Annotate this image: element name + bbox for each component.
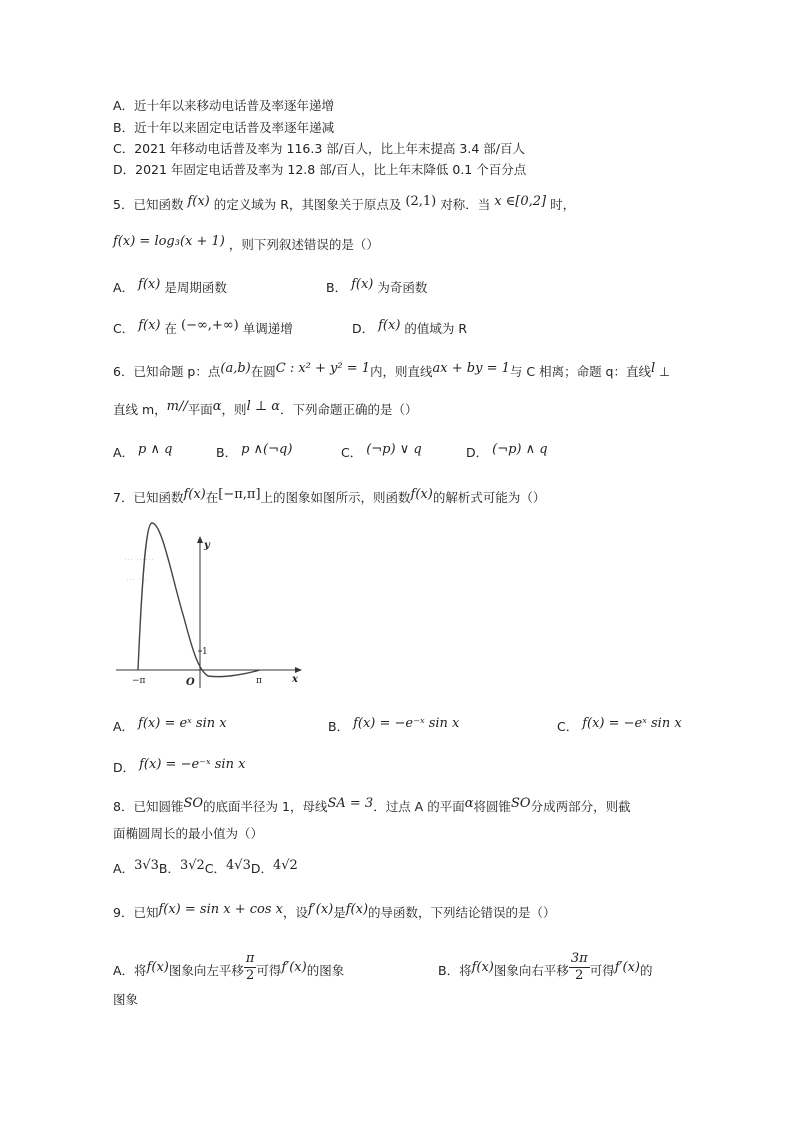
q9-f: f(x) <box>345 902 369 917</box>
q5-point: (2,1) <box>405 194 437 209</box>
q9-f: f(x) <box>471 960 494 975</box>
q4-option-b: B．近十年以来固定电话普及率逐年递减 <box>113 120 335 135</box>
option-label: B．将 <box>438 963 472 978</box>
one-label: 1 <box>202 647 208 657</box>
fraction-numerator: 3π <box>570 951 588 966</box>
option-label: C． <box>341 445 363 460</box>
q5-stem-text: 对称．当 <box>440 197 491 212</box>
q8-sa: SA = 3 <box>327 796 374 811</box>
q5-f: f(x) <box>138 318 161 333</box>
q5-stem-text: 时， <box>550 197 576 212</box>
q6-circle: C : x² + y² = 1 <box>275 361 371 376</box>
option-text: 图象向左平移 <box>168 963 244 978</box>
q8-stem-2: 面椭圆周长的最小值为（） <box>113 826 264 841</box>
pi-label: π <box>256 676 262 686</box>
q6-stem <box>113 362 670 383</box>
q5-option-c <box>113 319 293 340</box>
q5-option-b <box>326 278 427 299</box>
q6-l: l <box>650 361 656 376</box>
q5-interval: x ∈[0,2] <box>494 194 547 209</box>
q4-option-d: D．2021 年固定电话普及率为 12.8 部/百人，比上年末降低 0.1 个百分点 <box>113 162 527 177</box>
option-label: D． <box>250 861 273 876</box>
x-arrow <box>295 667 302 673</box>
q7-option-d <box>113 758 245 779</box>
q6-line: ax + by = 1 <box>432 361 510 376</box>
q6-l-perp: l ⊥ α <box>246 399 280 414</box>
q6-option-a <box>113 443 172 464</box>
q9-f: f(x) <box>146 960 169 975</box>
option-text: 可得 <box>256 963 282 978</box>
q7-text: 上的图象如图所示，则函数 <box>260 490 411 505</box>
q4-option-c: C．2021 年移动电话普及率为 116.3 部/百人，比上年末提高 3.4 部/百人 <box>113 141 525 156</box>
q9-option-a <box>113 951 345 988</box>
option-expr: (¬p) ∨ q <box>366 442 422 457</box>
q6-text: 与 C 相离；命题 q：直线 <box>509 364 651 379</box>
option-label: D． <box>352 321 375 336</box>
q6-point: (a,b) <box>220 361 251 376</box>
q5-f: f(x) <box>138 277 161 292</box>
q5-stem-text: ，则下列叙述错误的是（） <box>228 237 379 252</box>
svg-text:… ……: … …… <box>124 553 154 563</box>
option-expr: (¬p) ∧ q <box>492 442 548 457</box>
function-graph <box>112 518 312 690</box>
perp-symbol: ⊥ <box>659 364 671 379</box>
option-label: A． <box>113 280 135 295</box>
q8-text: 将圆锥 <box>473 799 511 814</box>
q7-option-b <box>328 717 459 738</box>
option-expr: 3√2 <box>179 858 205 873</box>
option-expr: 4√2 <box>273 858 298 873</box>
option-text: 的值域为 R <box>404 321 468 336</box>
q5-f: f(x) <box>187 194 210 209</box>
q7-f: f(x) <box>183 487 206 502</box>
q7-stem <box>113 488 545 509</box>
q7-text: 7．已知函数 <box>113 490 184 505</box>
q9-fprime: f′(x) <box>614 960 640 975</box>
q6-m-parallel: m// <box>166 399 188 414</box>
q7-text: 在 <box>205 490 219 505</box>
option-label: B． <box>326 280 348 295</box>
option-label: D． <box>466 445 489 460</box>
q5-option-d <box>352 319 467 340</box>
option-expr: f(x) = −eˣ sin x <box>582 716 682 731</box>
option-expr: p ∧(¬q) <box>241 442 293 457</box>
fraction-denominator: 2 <box>246 968 255 983</box>
q6-stem-2 <box>113 400 418 421</box>
q9-formula: f(x) = sin x + cos x <box>158 902 283 917</box>
q9-text: 的导函数，下列结论错误的是（） <box>368 905 556 920</box>
option-text: 图象向右平移 <box>493 963 569 978</box>
option-expr: f(x) = −e⁻ˣ sin x <box>353 716 460 731</box>
option-label: A． <box>113 445 135 460</box>
option-label: B． <box>216 445 238 460</box>
q5-formula: f(x) = log₃(x + 1) <box>113 234 225 249</box>
q7-f: f(x) <box>410 487 433 502</box>
option-text: 可得 <box>589 963 615 978</box>
option-text: 是周期函数 <box>164 280 227 295</box>
fraction <box>244 951 257 984</box>
q5-stem-text: 5．已知函数 <box>113 197 184 212</box>
option-label: C． <box>557 719 579 734</box>
q6-text: 内，则直线 <box>370 364 433 379</box>
q8-text: 分成两部分，则截 <box>530 799 631 814</box>
q8-options <box>113 859 298 880</box>
option-text: 单调递增 <box>242 321 293 336</box>
q5-stem-2 <box>113 235 379 256</box>
q9-text: ，设 <box>282 905 308 920</box>
q5-stem-text: 的定义域为 R，其图象关于原点及 <box>213 197 402 212</box>
q8-alpha: α <box>464 796 474 811</box>
option-expr: f(x) = −e⁻ˣ sin x <box>139 757 246 772</box>
option-text: 为奇函数 <box>377 280 428 295</box>
neg-pi-label: −π <box>132 676 146 686</box>
option-label: D． <box>113 760 136 775</box>
q7-text: 的解析式可能为（） <box>432 490 546 505</box>
fraction <box>569 951 590 984</box>
option-expr: 4√3 <box>226 858 251 873</box>
q7-option-a <box>113 717 227 738</box>
q6-option-c <box>341 443 422 464</box>
option-text: 的 <box>639 963 653 978</box>
q6-text: 在圆 <box>250 364 276 379</box>
y-label: y <box>204 540 210 551</box>
q5-range: (−∞,+∞) <box>181 318 239 333</box>
q6-text: 直线 m， <box>113 402 167 417</box>
q8-text: 8．已知圆锥 <box>113 799 184 814</box>
q5-f: f(x) <box>351 277 374 292</box>
q5-f: f(x) <box>378 318 401 333</box>
y-arrow <box>197 536 203 543</box>
q9-option-b-cont: 图象 <box>113 992 139 1007</box>
q6-text: 平面 <box>187 402 213 417</box>
q4-option-a: A．近十年以来移动电话普及率逐年递增 <box>113 98 335 113</box>
option-label: C． <box>113 321 135 336</box>
option-label: A． <box>113 719 135 734</box>
q6-alpha: α <box>212 399 222 414</box>
q6-option-b <box>216 443 292 464</box>
fraction-denominator: 2 <box>575 968 584 983</box>
option-label: B． <box>158 861 180 876</box>
q9-stem <box>113 903 556 924</box>
q9-option-b <box>438 951 653 988</box>
option-text: 在 <box>164 321 178 336</box>
x-label: x <box>292 674 298 685</box>
origin-label: O <box>186 677 195 688</box>
q6-text: ．下列命题正确的是（） <box>280 402 418 417</box>
option-label: C． <box>204 861 227 876</box>
q5-stem <box>113 195 575 216</box>
option-text: 的图象 <box>306 963 345 978</box>
q7-range: [−π,π] <box>218 487 261 502</box>
option-expr: 3√3 <box>134 858 159 873</box>
q6-text: ，则 <box>221 402 247 417</box>
q8-stem <box>113 797 631 818</box>
option-label: A．将 <box>113 963 147 978</box>
q8-text: 的底面半径为 1，母线 <box>203 799 328 814</box>
q8-so: SO <box>183 796 204 811</box>
q9-text: 9．已知 <box>113 905 159 920</box>
option-expr: f(x) = eˣ sin x <box>138 716 227 731</box>
fraction-numerator: π <box>245 951 255 966</box>
q5-option-a <box>113 278 227 299</box>
q6-text: 6．已知命题 p：点 <box>113 364 221 379</box>
q9-text: 是 <box>333 905 346 920</box>
q7-option-c <box>557 717 682 738</box>
q8-text: ．过点 A 的平面 <box>373 799 465 814</box>
svg-text:… …: … … <box>126 573 147 583</box>
option-label: B． <box>328 719 350 734</box>
q9-fprime: f′(x) <box>281 960 307 975</box>
curve <box>138 523 260 677</box>
q9-fprime: f′(x) <box>307 902 334 917</box>
q6-option-d <box>466 443 548 464</box>
q8-so: SO <box>511 796 531 811</box>
option-expr: p ∧ q <box>138 442 173 457</box>
option-label: A． <box>113 861 135 876</box>
